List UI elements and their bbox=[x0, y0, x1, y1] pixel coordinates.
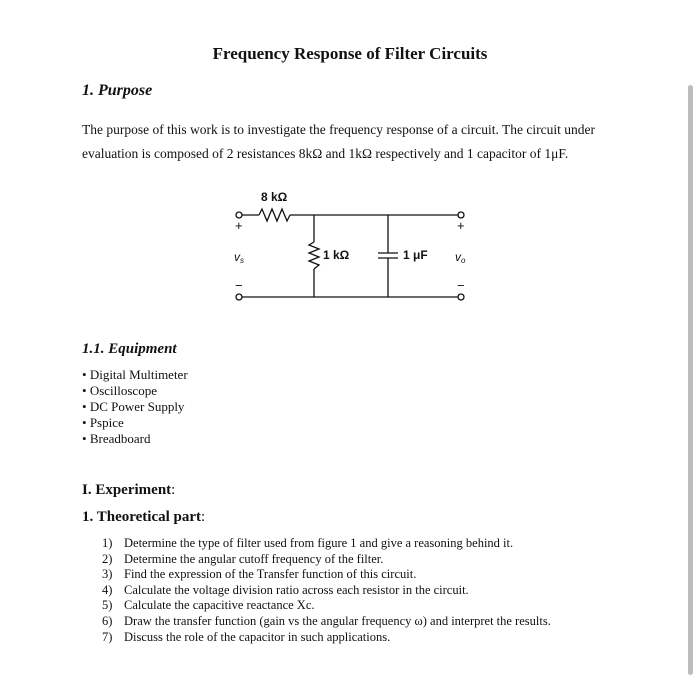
list-item bbox=[102, 536, 551, 552]
resistor-1k bbox=[309, 242, 319, 269]
list-item bbox=[102, 614, 551, 630]
svg-text:vo bbox=[455, 250, 466, 265]
task-text: Calculate the voltage division ratio across each resistor in the circuit. bbox=[124, 582, 469, 597]
experiment-heading bbox=[82, 482, 175, 499]
task-number: 2) bbox=[102, 551, 113, 566]
experiment-heading-colon: : bbox=[171, 482, 176, 498]
purpose-paragraph: The purpose of this work is to investigate the frequency response of a circuit. The circuit under evaluation is composed of 2 resistances 8kΩ and 1kΩ respectively and 1 capacitor of 1μF. bbox=[82, 122, 595, 161]
output-terminal-bottom bbox=[458, 294, 464, 300]
equipment-heading: 1.1. Equipment bbox=[82, 341, 177, 357]
equipment-list bbox=[82, 367, 188, 447]
svg-text:vs bbox=[234, 250, 244, 265]
input-voltage-sub: s bbox=[240, 256, 244, 265]
output-voltage-label: v bbox=[455, 250, 461, 264]
output-plus: + bbox=[457, 218, 465, 233]
purpose-heading: 1. Purpose bbox=[82, 82, 153, 99]
list-item: • DC Power Supply bbox=[82, 399, 188, 415]
task-text: Draw the transfer function (gain vs the angular frequency ω) and interpret the results. bbox=[124, 613, 551, 628]
task-text: Calculate the capacitive reactance Xc. bbox=[124, 598, 315, 613]
task-number: 3) bbox=[102, 567, 113, 582]
task-number: 4) bbox=[102, 582, 113, 597]
list-item bbox=[102, 598, 551, 614]
list-item bbox=[102, 583, 551, 599]
label-r-shunt: 1 kΩ bbox=[323, 248, 350, 262]
theoretical-heading bbox=[82, 509, 205, 526]
label-r-series: 8 kΩ bbox=[261, 190, 288, 204]
task-list bbox=[102, 536, 551, 645]
task-text: Find the expression of the Transfer function of this circuit. bbox=[124, 567, 417, 582]
input-plus: + bbox=[235, 218, 243, 233]
theoretical-heading-colon: : bbox=[201, 509, 206, 525]
input-minus: − bbox=[235, 278, 243, 293]
input-terminal-bottom bbox=[236, 294, 242, 300]
resistor-8k bbox=[259, 209, 290, 221]
circuit-diagram bbox=[225, 185, 485, 305]
task-number: 1) bbox=[102, 536, 113, 550]
task-text: Determine the angular cutoff frequency of the filter. bbox=[124, 551, 384, 566]
label-capacitor: 1 μF bbox=[403, 248, 428, 262]
task-number: 7) bbox=[102, 629, 113, 644]
list-item bbox=[102, 630, 551, 646]
input-voltage-label: v bbox=[234, 250, 240, 264]
list-item bbox=[102, 552, 551, 568]
list-item: • Pspice bbox=[82, 415, 188, 431]
output-voltage-sub: o bbox=[461, 256, 466, 265]
list-item: • Digital Multimeter bbox=[82, 367, 188, 383]
task-number: 6) bbox=[102, 613, 113, 628]
task-number: 5) bbox=[102, 598, 113, 613]
list-item: • Breadboard bbox=[82, 431, 188, 447]
vertical-scrollbar[interactable] bbox=[688, 85, 693, 675]
task-text: Discuss the role of the capacitor in such applications. bbox=[124, 629, 391, 644]
experiment-heading-text: I. Experiment bbox=[82, 482, 172, 498]
theoretical-heading-text: 1. Theoretical part bbox=[82, 509, 202, 525]
page-title: Frequency Response of Filter Circuits bbox=[212, 44, 488, 63]
output-minus: − bbox=[457, 278, 465, 293]
task-text: Determine the type of filter used from figure 1 and give a reasoning behind it. bbox=[124, 536, 514, 550]
list-item bbox=[102, 567, 551, 583]
list-item: • Oscilloscope bbox=[82, 383, 188, 399]
